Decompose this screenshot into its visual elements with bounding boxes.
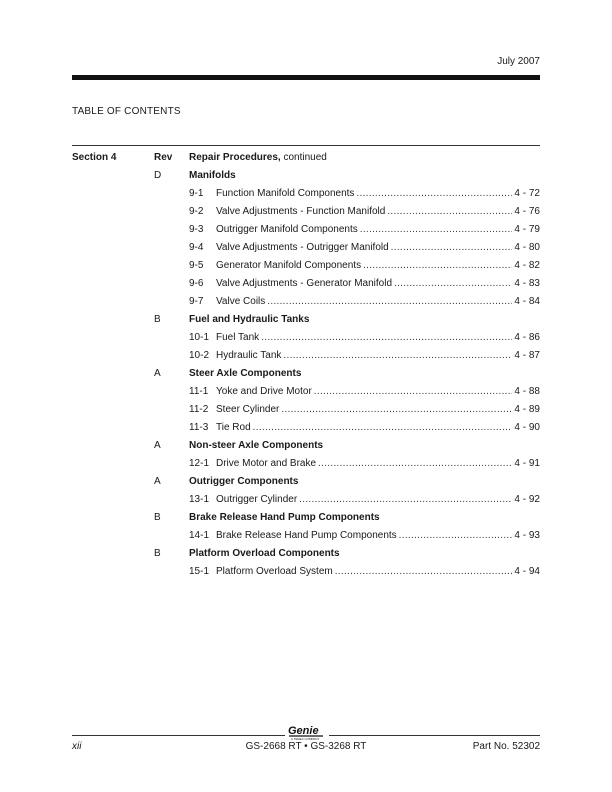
toc-entry[interactable] <box>189 347 540 365</box>
section-title: Repair Procedures, continued <box>189 152 327 163</box>
toc-group-row <box>0 473 612 491</box>
rev-letter: A <box>154 476 161 487</box>
toc-entry-row[interactable] <box>0 455 612 473</box>
entry-page: 4 - 79 <box>514 224 540 235</box>
entry-number: 10-2 <box>189 350 210 361</box>
toc-entry[interactable] <box>189 419 540 437</box>
dot-leader <box>267 293 512 311</box>
entry-number: 13-1 <box>189 494 210 505</box>
dot-leader <box>391 239 513 257</box>
entry-title: Outrigger Manifold Components <box>216 224 358 235</box>
entry-number: 9-7 <box>189 296 204 307</box>
entry-page: 4 - 83 <box>514 278 540 289</box>
entry-title: Valve Adjustments - Outrigger Manifold <box>216 242 389 253</box>
group-title: Fuel and Hydraulic Tanks <box>189 314 310 325</box>
toc-entry-row[interactable] <box>0 527 612 545</box>
footer-rule-left <box>72 735 285 736</box>
toc-entry[interactable] <box>189 383 540 401</box>
dot-leader <box>314 383 513 401</box>
entry-number: 9-6 <box>189 278 204 289</box>
dot-leader <box>253 419 513 437</box>
toc-entry[interactable] <box>189 293 540 311</box>
entry-title: Drive Motor and Brake <box>216 458 317 469</box>
dot-leader <box>399 527 513 545</box>
entry-number: 11-3 <box>189 422 209 433</box>
toc-entry[interactable] <box>189 239 540 257</box>
entry-page: 4 - 94 <box>514 566 540 577</box>
entry-title: Hydraulic Tank <box>216 350 282 361</box>
entry-number: 9-3 <box>189 224 204 235</box>
dot-leader <box>299 491 512 509</box>
toc-entry-row[interactable] <box>0 347 612 365</box>
toc-entry-row[interactable] <box>0 491 612 509</box>
entry-title: Fuel Tank <box>216 332 260 343</box>
toc-entry-row[interactable] <box>0 257 612 275</box>
toc-group-row <box>0 437 612 455</box>
group-title: Steer Axle Components <box>189 368 302 379</box>
group-title: Manifolds <box>189 170 236 181</box>
rev-letter: B <box>154 512 161 523</box>
dot-leader <box>363 257 512 275</box>
dot-leader <box>261 329 512 347</box>
entry-title: Valve Coils <box>216 296 266 307</box>
entry-number: 11-2 <box>189 404 209 415</box>
rev-label: Rev <box>154 152 173 163</box>
rev-letter: A <box>154 368 161 379</box>
table-of-contents <box>0 149 612 581</box>
entry-title: Platform Overload System <box>216 566 333 577</box>
toc-entry[interactable] <box>189 221 540 239</box>
entry-page: 4 - 93 <box>514 530 540 541</box>
toc-group-row <box>0 365 612 383</box>
entry-page: 4 - 90 <box>514 422 540 433</box>
toc-entry[interactable] <box>189 275 540 293</box>
rev-letter: B <box>154 548 161 559</box>
rev-letter: D <box>154 170 162 181</box>
toc-entry[interactable] <box>189 527 540 545</box>
toc-entry-row[interactable] <box>0 329 612 347</box>
toc-entry[interactable] <box>189 203 540 221</box>
entry-title: Steer Cylinder <box>216 404 280 415</box>
entry-number: 9-2 <box>189 206 204 217</box>
dot-leader <box>283 347 512 365</box>
logo-subtext: A TEREX COMPANY <box>291 737 320 741</box>
entry-page: 4 - 88 <box>514 386 540 397</box>
toc-entry-row[interactable] <box>0 563 612 581</box>
entry-title: Outrigger Cylinder <box>216 494 298 505</box>
entry-title: Brake Release Hand Pump Components <box>216 530 397 541</box>
entry-page: 4 - 87 <box>514 350 540 361</box>
footer-rule-right <box>329 735 540 736</box>
toc-entry[interactable] <box>189 329 540 347</box>
dot-leader <box>394 275 512 293</box>
entry-number: 12-1 <box>189 458 210 469</box>
toc-header-row <box>0 149 612 167</box>
toc-entry[interactable] <box>189 455 540 473</box>
entry-number: 10-1 <box>189 332 210 343</box>
toc-entry-row[interactable] <box>0 275 612 293</box>
entry-title: Valve Adjustments - Function Manifold <box>216 206 386 217</box>
toc-group-row <box>0 311 612 329</box>
entry-page: 4 - 76 <box>514 206 540 217</box>
toc-group-row <box>0 509 612 527</box>
dot-leader <box>387 203 512 221</box>
footer-page-number: xii <box>72 741 82 752</box>
group-title: Non-steer Axle Components <box>189 440 324 451</box>
section-title-continued: continued <box>283 152 327 163</box>
entry-page: 4 - 84 <box>514 296 540 307</box>
toc-entry-row[interactable] <box>0 383 612 401</box>
toc-entry-row[interactable] <box>0 293 612 311</box>
entry-page: 4 - 92 <box>514 494 540 505</box>
rev-letter: B <box>154 314 161 325</box>
toc-group-row <box>0 545 612 563</box>
entry-number: 9-4 <box>189 242 204 253</box>
toc-entry[interactable] <box>189 257 540 275</box>
group-title: Outrigger Components <box>189 476 299 487</box>
toc-entry-row[interactable] <box>0 419 612 437</box>
group-title: Platform Overload Components <box>189 548 340 559</box>
dot-leader <box>335 563 513 581</box>
toc-entry-row[interactable] <box>0 401 612 419</box>
footer-model: GS-2668 RT • GS-3268 RT <box>245 741 367 752</box>
entry-page: 4 - 86 <box>514 332 540 343</box>
toc-entry-row[interactable] <box>0 203 612 221</box>
entry-title: Generator Manifold Components <box>216 260 362 271</box>
entry-number: 9-1 <box>189 188 204 199</box>
entry-number: 11-1 <box>189 386 209 397</box>
document-title: TABLE OF CONTENTS <box>72 106 181 117</box>
toc-entry-row[interactable] <box>0 185 612 203</box>
group-title: Brake Release Hand Pump Components <box>189 512 380 523</box>
entry-title: Valve Adjustments - Generator Manifold <box>216 278 393 289</box>
footer-part-number: Part No. 52302 <box>472 741 540 752</box>
genie-logo <box>287 722 327 742</box>
toc-entry[interactable] <box>189 491 540 509</box>
entry-page: 4 - 89 <box>514 404 540 415</box>
entry-title: Function Manifold Components <box>216 188 355 199</box>
dot-leader <box>360 221 513 239</box>
header-date: July 2007 <box>497 56 540 67</box>
rev-letter: A <box>154 440 161 451</box>
dot-leader <box>318 455 512 473</box>
header-rule <box>72 75 540 80</box>
toc-group-row <box>0 167 612 185</box>
entry-page: 4 - 80 <box>514 242 540 253</box>
toc-entry[interactable] <box>189 563 540 581</box>
entry-page: 4 - 82 <box>514 260 540 271</box>
section-label: Section 4 <box>72 152 117 163</box>
toc-entry[interactable] <box>189 185 540 203</box>
entry-title: Tie Rod <box>216 422 251 433</box>
logo-word: Genie <box>288 725 319 737</box>
toc-entry[interactable] <box>189 401 540 419</box>
entry-page: 4 - 72 <box>514 188 540 199</box>
entry-number: 15-1 <box>189 566 210 577</box>
entry-title: Yoke and Drive Motor <box>216 386 312 397</box>
toc-rule <box>72 145 540 146</box>
dot-leader <box>356 185 512 203</box>
toc-entry-row[interactable] <box>0 221 612 239</box>
toc-entry-row[interactable] <box>0 239 612 257</box>
dot-leader <box>281 401 512 419</box>
entry-page: 4 - 91 <box>514 458 540 469</box>
entry-number: 9-5 <box>189 260 204 271</box>
entry-number: 14-1 <box>189 530 210 541</box>
